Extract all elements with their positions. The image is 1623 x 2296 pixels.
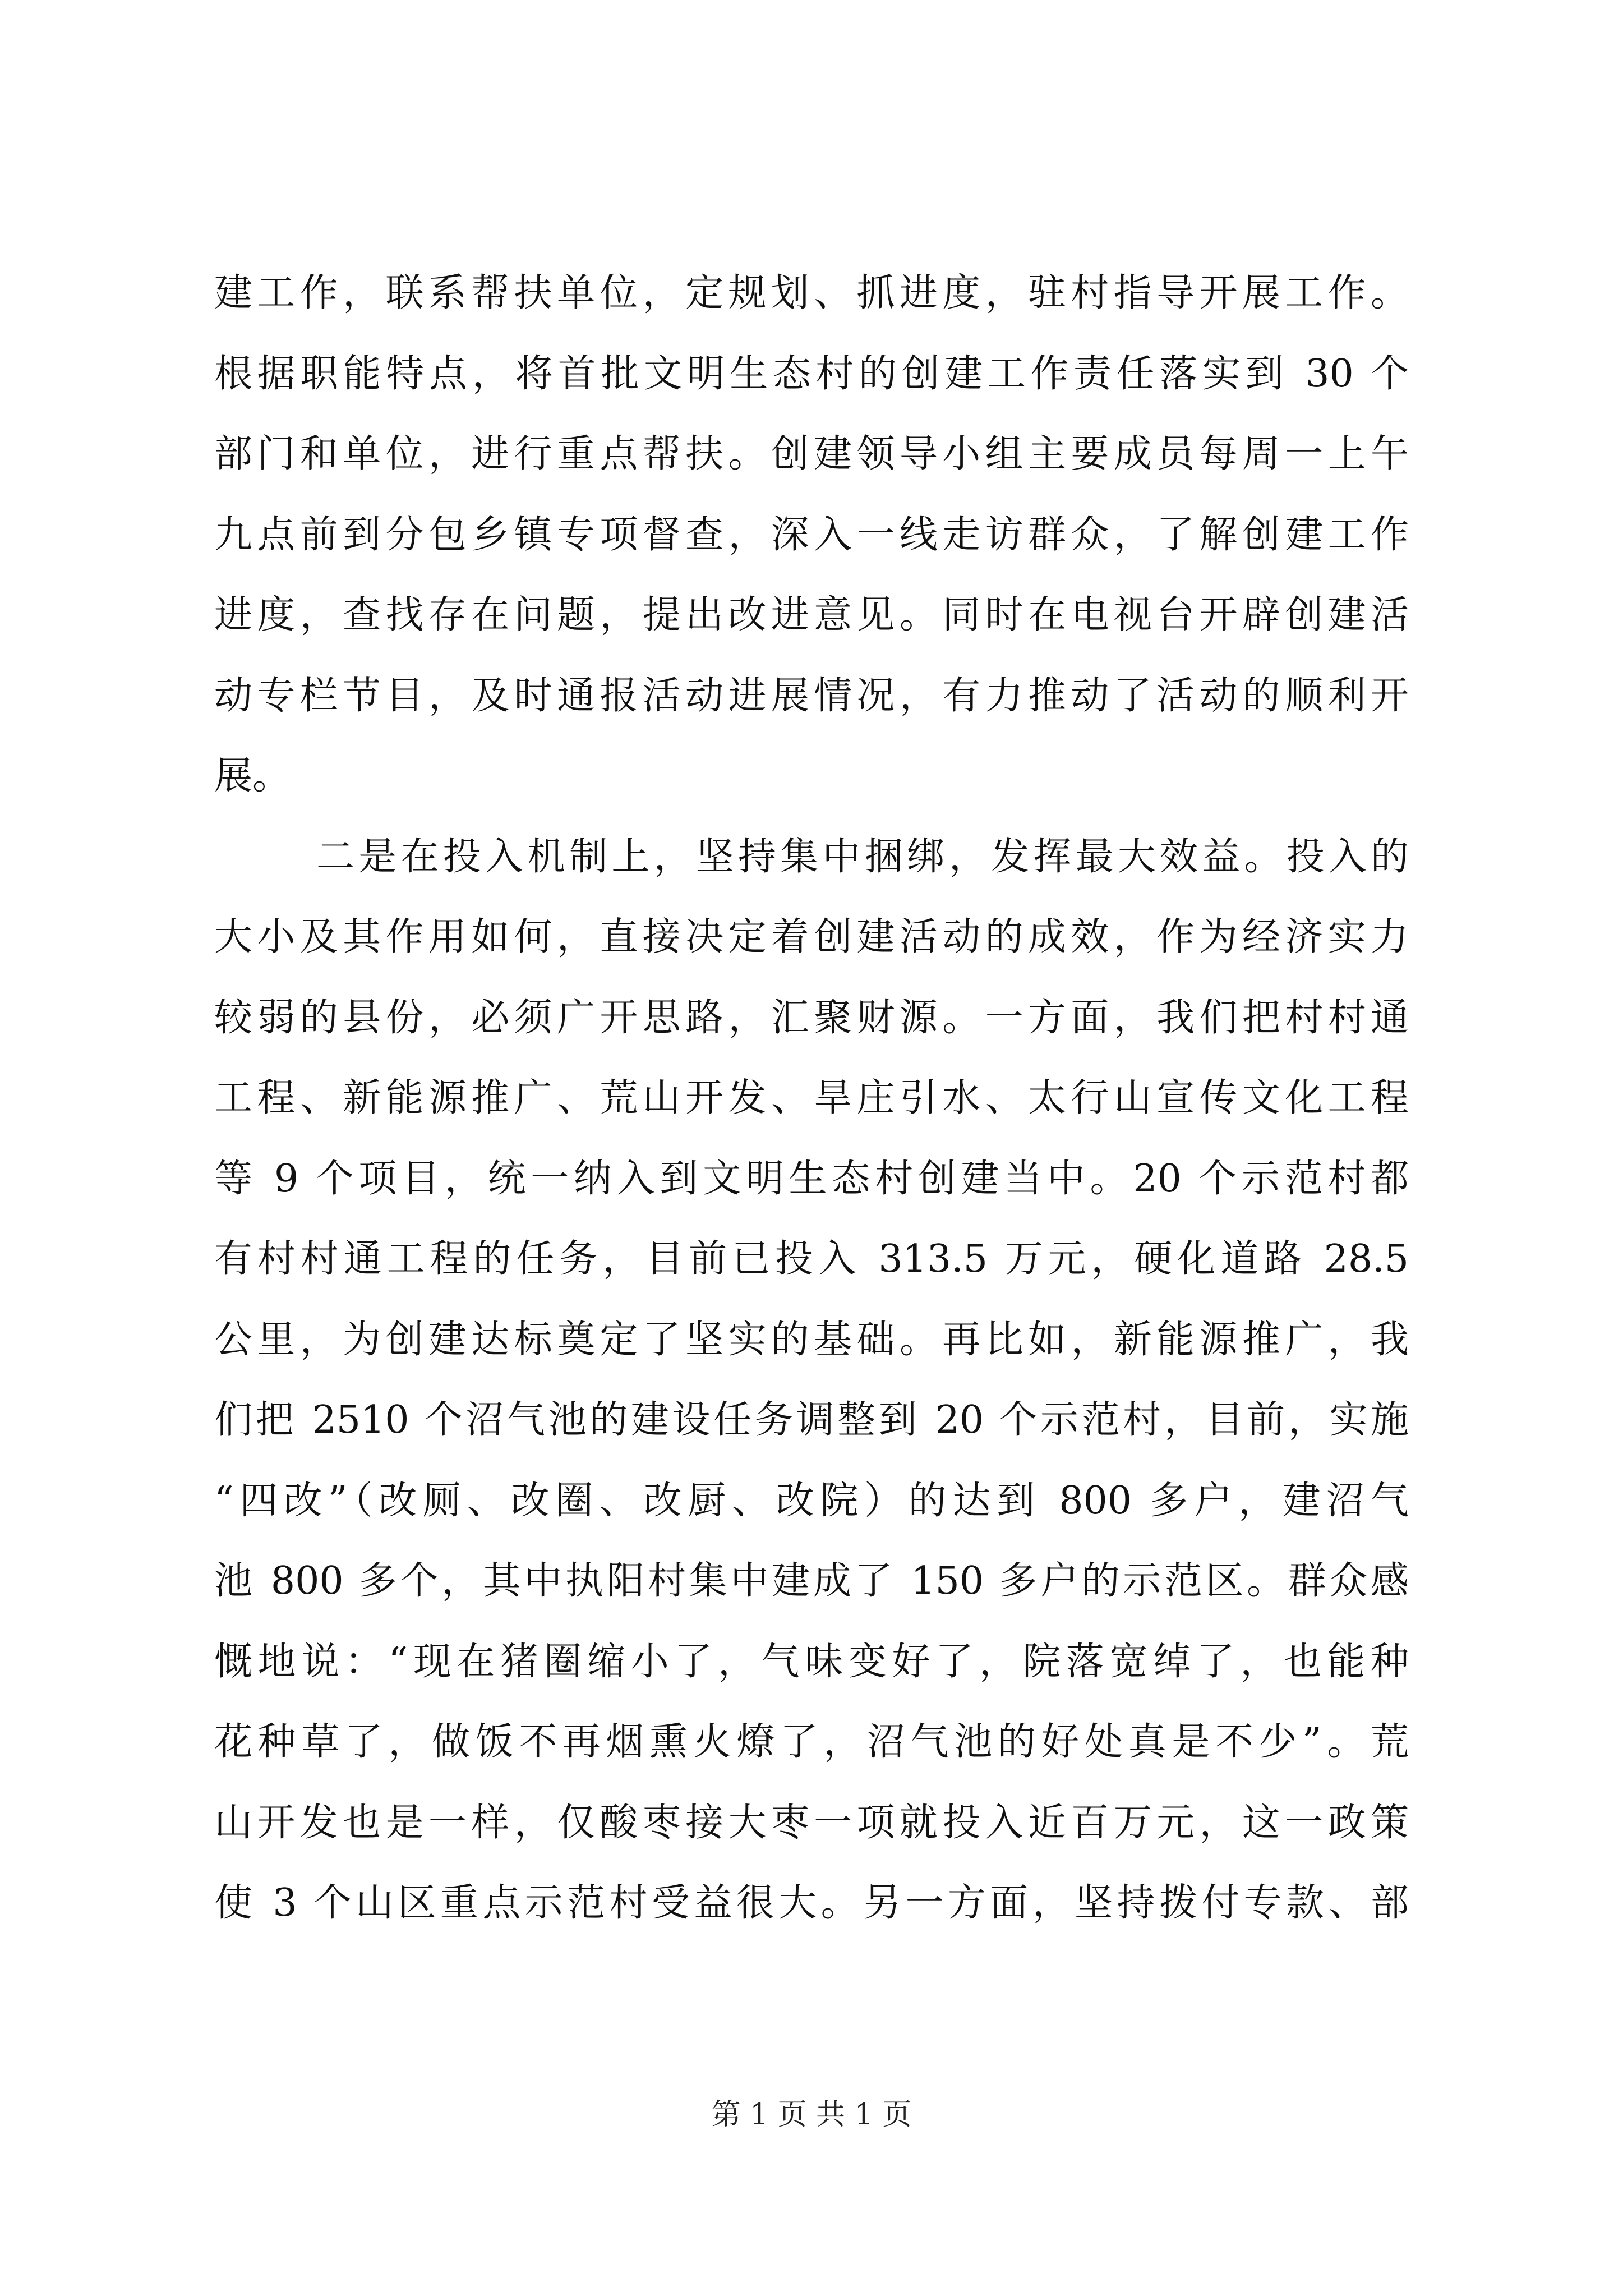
text-line: 动专栏节目，及时通报活动进展情况，有力推动了活动的顺利开 xyxy=(214,673,1409,718)
text-line: 山开发也是一样，仅酸枣接大枣一项就投入近百万元，这一政策 xyxy=(214,1800,1409,1845)
text-line: 部门和单位，进行重点帮扶。创建领导小组主要成员每周一上午 xyxy=(214,432,1409,476)
text-line: 九点前到分包乡镇专项督查，深入一线走访群众，了解创建工作 xyxy=(214,512,1409,557)
text-line: 慨地说：“现在猪圈缩小了，气味变好了，院落宽绰了，也能种 xyxy=(214,1639,1409,1684)
text-line: 等 9 个项目，统一纳入到文明生态村创建当中。20 个示范村都 xyxy=(214,1156,1409,1201)
page-number: 第 1 页 共 1 页 xyxy=(711,2098,912,2132)
text-line: 公里，为创建达标奠定了坚实的基础。再比如，新能源推广，我 xyxy=(214,1317,1409,1362)
paragraph-first-line: 二是在投入机制上，坚持集中捆绑，发挥最大效益。投入的 xyxy=(316,834,1409,879)
text-line: 建工作，联系帮扶单位，定规划、抓进度，驻村指导开展工作。 xyxy=(214,271,1409,315)
document-body xyxy=(214,253,1409,1944)
text-line: “四改”（改厕、改圈、改厨、改院）的达到 800 多户，建沼气 xyxy=(214,1478,1409,1523)
text-line: 较弱的县份，必须广开思路，汇聚财源。一方面，我们把村村通 xyxy=(214,995,1409,1040)
text-line: 池 800 多个，其中执阳村集中建成了 150 多户的示范区。群众感 xyxy=(214,1559,1409,1603)
text-line: 有村村通工程的任务，目前已投入 313.5 万元，硬化道路 28.5 xyxy=(214,1237,1409,1281)
text-line: 工程、新能源推广、荒山开发、旱庄引水、太行山宣传文化工程 xyxy=(214,1076,1409,1120)
text-line: 使 3 个山区重点示范村受益很大。另一方面，坚持拨付专款、部 xyxy=(214,1881,1409,1925)
text-line: 们把 2510 个沼气池的建设任务调整到 20 个示范村，目前，实施 xyxy=(214,1398,1409,1442)
text-line: 展。 xyxy=(214,754,291,798)
text-line: 花种草了，做饭不再烟熏火燎了，沼气池的好处真是不少”。荒 xyxy=(214,1720,1409,1764)
text-line: 大小及其作用如何，直接决定着创建活动的成效，作为经济实力 xyxy=(214,915,1409,959)
text-line: 进度，查找存在问题，提出改进意见。同时在电视台开辟创建活 xyxy=(214,593,1409,637)
text-line: 根据职能特点，将首批文明生态村的创建工作责任落实到 30 个 xyxy=(214,351,1409,396)
page-footer xyxy=(0,2092,1623,2137)
